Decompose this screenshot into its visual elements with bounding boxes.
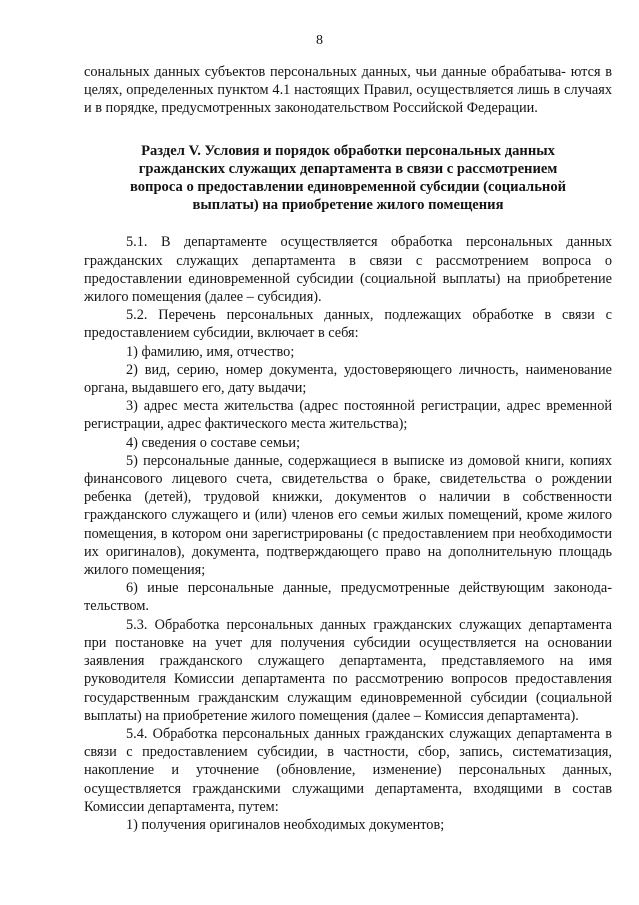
list-item-2: 2) вид, серию, номер документа, удостоверяющего личность, наименование органа, выдавшего его, дату выдачи; (84, 361, 612, 397)
paragraph-5-1: 5.1. В департаменте осуществляется обработка персональных данных гражданских служащих департамента в связи с рассмотрением вопроса о предоставлении единовременной субсидии (социальной выплаты) на приобретение жилого помещения (далее – субсидия). (84, 234, 612, 306)
intro-line: Федерации. (466, 100, 538, 117)
page-number: 8 (316, 33, 323, 48)
list-item-6: 6) иные персональные данные, предусмотренные действующим законодательством. (84, 580, 612, 615)
paragraph-5-2: 5.2. Перечень персональных данных, подлежащих обработке в связи с предоставлением субсидии, включает в себя: (84, 307, 612, 342)
paragraph-5-4: 5.4. Обработка персональных данных гражданских служащих департамента в связи с предоставлением субсидии, в частности, сбор, запись, системaтизация, накопление и уточнение (обновление, изменение) персональных данных, осуществляется гражданскими служащими департамента, входящими в состав Комиссии департамента, путем: (84, 725, 612, 815)
sub-item-1: 1) получения оригиналов необходимых документов; (126, 816, 445, 833)
list-item-1: 1) фамилию, имя, отчество; (126, 343, 295, 360)
section-heading-line: вопроса о предоставлении единовременной субсидии (социальной (129, 179, 567, 196)
intro-line: лишь в случаях и в порядке, предусмотренных законодательством Российской (84, 82, 613, 117)
intro-line: ются в целях, определенных пунктом 4.1 настоящих Правил, осуществляется (84, 64, 613, 99)
intro-paragraph (84, 63, 612, 118)
paragraph-5-3: 5.3. Обработка персональных данных гражданских служащих департамента при постановке на учет для получения субсидии осуществляется на основании заявления гражданского служащего департамента, представляемого на имя руководителя Комиссии департамента по рассмотрению вопросов предоставления государственным гражданским служащим единовременной субсидии (социальной выплаты) на приобретение жилого помещения (далее – Комиссия департамента). (84, 616, 612, 724)
section-heading (84, 142, 612, 215)
intro-line: сональных данных субъектов персональных данных, чьи данные обрабатыва- (84, 64, 566, 80)
page-content (84, 63, 612, 834)
list-item-3: 3) адрес места жительства (адрес постоянной регистрации, адрес временной регистрации, адрес фактического места жительства); (84, 398, 612, 433)
section-heading-line: Раздел V. Условия и порядок обработки персональных данных (141, 142, 555, 159)
section-heading-line: выплаты) на приобретение жилого помещения (192, 197, 504, 214)
section-heading-line: гражданских служащих департамента в связи с рассмотрением (138, 160, 558, 177)
list-item-5: 5) персональные данные, содержащиеся в выписке из домовой книги, копиях финансового лицевого счета, свидетельства о браке, свидетельства о рождении ребенка (детей), трудовой книжки, документов о наличии в собственности гражданского служащего и (или) членов его семьи жилых помещений, кроме жилого помещения, в котором они зарегистрированы (с предоставлением при необходимости их оригиналов), документа, подтверждающего право на дополнительную площадь жилого помещения; (84, 452, 612, 579)
list-item-4: 4) сведения о составе семьи; (126, 434, 301, 451)
